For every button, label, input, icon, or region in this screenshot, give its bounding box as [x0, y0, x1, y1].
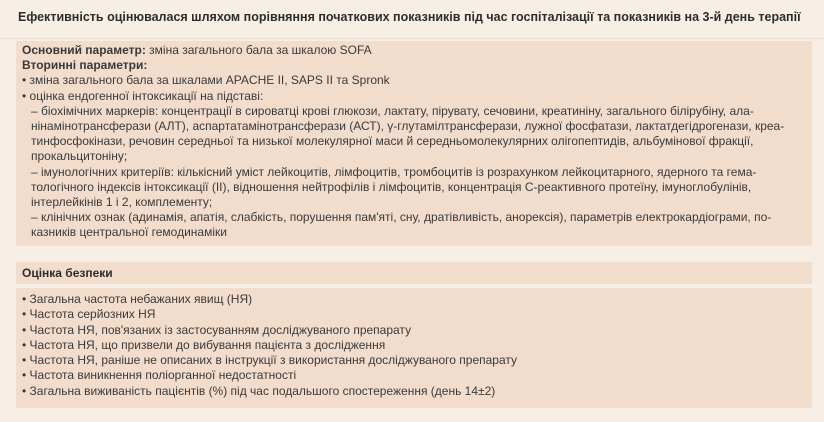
biochemical-markers-line: прокальцитоніну;: [31, 149, 128, 164]
safety-list: [22, 292, 802, 399]
biochemical-markers-line: – біохімічних маркерів: концентрації в сироватці крові глюкози, лактату, пірувату, сечовини, креатиніну, загального білірубіну, ала-: [31, 103, 754, 118]
immunological-criteria-line: тологічного індексів інтоксикації (ІІ), відношення нейтрофілів і лімфоцитів, концентрація С-реактивного протеїну, імуноглобулінів,: [31, 179, 752, 194]
biochemical-markers-line: тинфосфокінази, речовин середньої та низької молекулярної маси й середньомолекулярних олігопептидів, альбумінової фракції,: [31, 134, 754, 149]
secondary-item: • зміна загального бала за шкалами APACHE II, SAPS II та Spronk: [22, 73, 390, 88]
safety-item: • Частота серйозних НЯ: [22, 307, 156, 322]
table-header: [0, 0, 824, 39]
safety-title-background: [16, 262, 812, 284]
clinical-signs-line: казників центральної гемодинаміки: [31, 225, 227, 240]
header-title: Ефективність оцінювалася шляхом порівняння початкових показників під час госпіталізації та показників на 3-й день терапії: [18, 10, 801, 24]
safety-section-title: Оцінка безпеки: [22, 266, 113, 280]
safety-item: • Частота НЯ, пов'язаних із застосуванням досліджуваного препарату: [22, 322, 412, 337]
immunological-criteria-line: – імунологічних критеріїв: кількісний уміст лейкоцитів, лімфоцитів, тромбоцитів із розрахунком лейкоцитарного, ядерного та гема-: [31, 164, 757, 179]
primary-parameter-value: зміна загального бала за шкалою SOFA: [145, 43, 372, 57]
safety-item: • Загальна виживаність пацієнтів (%) під час подальшого спостереження (день 14±2): [22, 383, 496, 398]
immunological-criteria-line: інтерлейкінів 1 і 2, комплементу;: [31, 195, 213, 210]
clinical-signs-line: – клінічних ознак (адинамія, апатія, слабкість, порушення пам'яті, сну, дратівливість, анорексія), параметрів електрокардіограми, по-: [31, 210, 772, 225]
biochemical-markers-line: нінамінотрансферази (АЛТ), аспартатамінотрансферази (АСТ), γ-глутамілтрансферази, лужної фосфатази, лактатдегідрогенази, креа-: [31, 119, 785, 134]
secondary-item: • оцінка ендогенної інтоксикації на підставі:: [22, 88, 264, 103]
secondary-parameters-label: Вторинні параметри:: [22, 58, 148, 73]
safety-item: • Частота виникнення поліорганної недостатності: [22, 368, 297, 383]
safety-item: • Частота НЯ, раніше не описаних в інструкції з використання досліджуваного препарату: [22, 353, 518, 368]
safety-item: • Частота НЯ, що призвели до вибування пацієнта з дослідження: [22, 337, 386, 352]
primary-parameter-label: Основний параметр:: [22, 43, 146, 57]
primary-parameter: [22, 43, 812, 58]
efficacy-section: [22, 43, 812, 241]
safety-item: • Загальна частота небажаних явищ (НЯ): [22, 292, 253, 306]
